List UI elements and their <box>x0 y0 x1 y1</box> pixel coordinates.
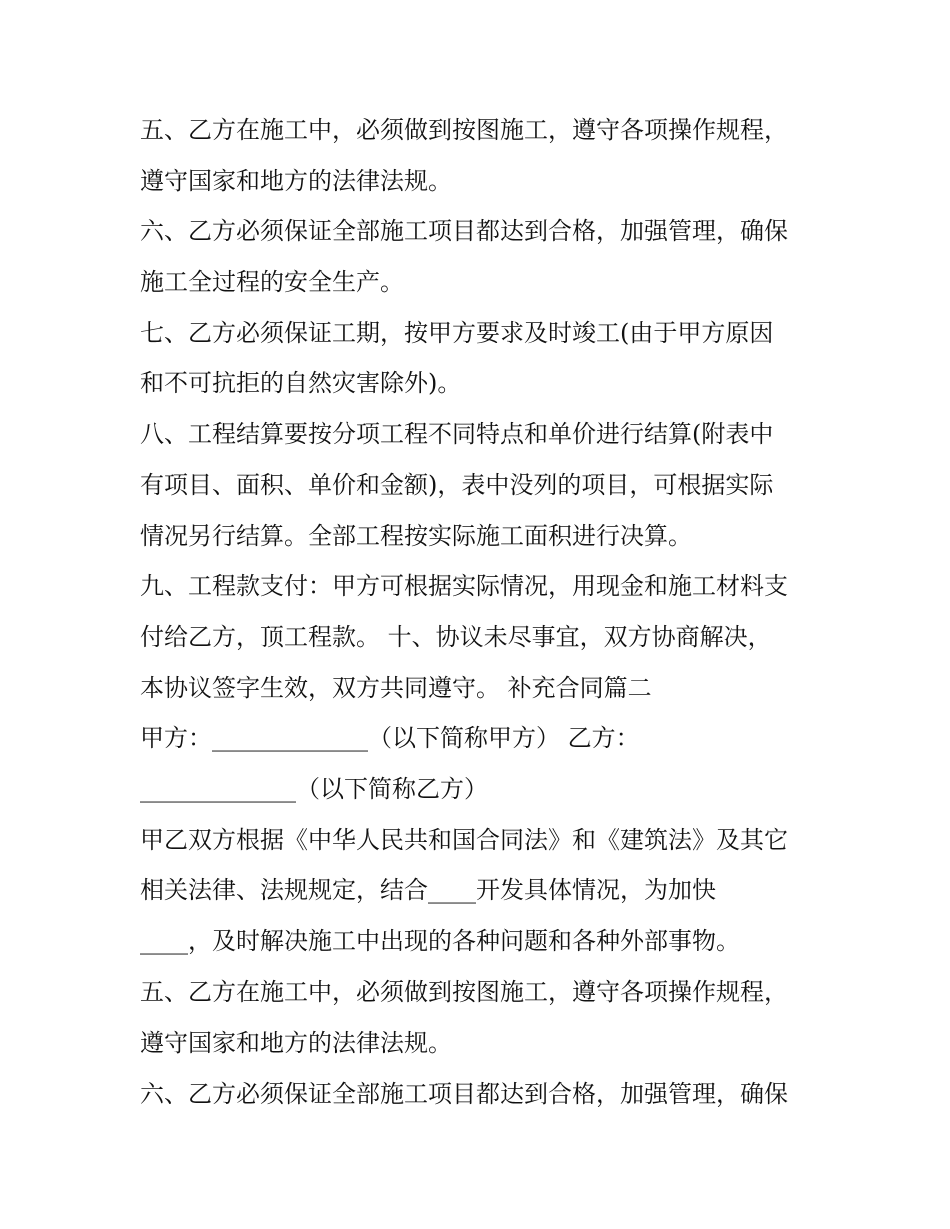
text-line: ____，及时解决施工中出现的各种问题和各种外部事物。 <box>140 927 740 955</box>
text-line: 八、工程结算要按分项工程不同特点和单价进行结算(附表中 <box>140 420 774 448</box>
text-line: 五、乙方在施工中，必须做到按图施工，遵守各项操作规程， <box>140 116 788 144</box>
text-line: 本协议签字生效，双方共同遵守。 补充合同篇二 <box>140 674 652 702</box>
text-line: 付给乙方，顶工程款。 十、协议未尽事宜，双方协商解决， <box>140 623 772 651</box>
text-line: 相关法律、法规规定，结合____开发具体情况，为加快 <box>140 876 716 904</box>
text-line: 情况另行结算。全部工程按实际施工面积进行决算。 <box>140 522 692 550</box>
text-line: 遵守国家和地方的法律法规。 <box>140 167 452 195</box>
text-line: 有项目、面积、单价和金额)，表中没列的项目，可根据实际 <box>140 471 774 499</box>
text-line: 施工全过程的安全生产。 <box>140 268 404 296</box>
text-line: 五、乙方在施工中，必须做到按图施工，遵守各项操作规程， <box>140 978 788 1006</box>
text-line: 甲方：_____________（以下简称甲方） 乙方： <box>140 724 640 752</box>
text-line: 九、工程款支付：甲方可根据实际情况，用现金和施工材料支 <box>140 572 788 600</box>
text-line: _____________（以下简称乙方） <box>140 775 488 803</box>
text-line: 甲乙双方根据《中华人民共和国合同法》和《建筑法》及其它 <box>140 826 788 854</box>
text-line: 六、乙方必须保证全部施工项目都达到合格，加强管理，确保 <box>140 217 788 245</box>
text-line: 七、乙方必须保证工期，按甲方要求及时竣工(由于甲方原因 <box>140 319 774 347</box>
text-line: 和不可抗拒的自然灾害除外)。 <box>140 369 462 397</box>
text-line: 六、乙方必须保证全部施工项目都达到合格，加强管理，确保 <box>140 1080 788 1108</box>
text-line: 遵守国家和地方的法律法规。 <box>140 1029 452 1057</box>
